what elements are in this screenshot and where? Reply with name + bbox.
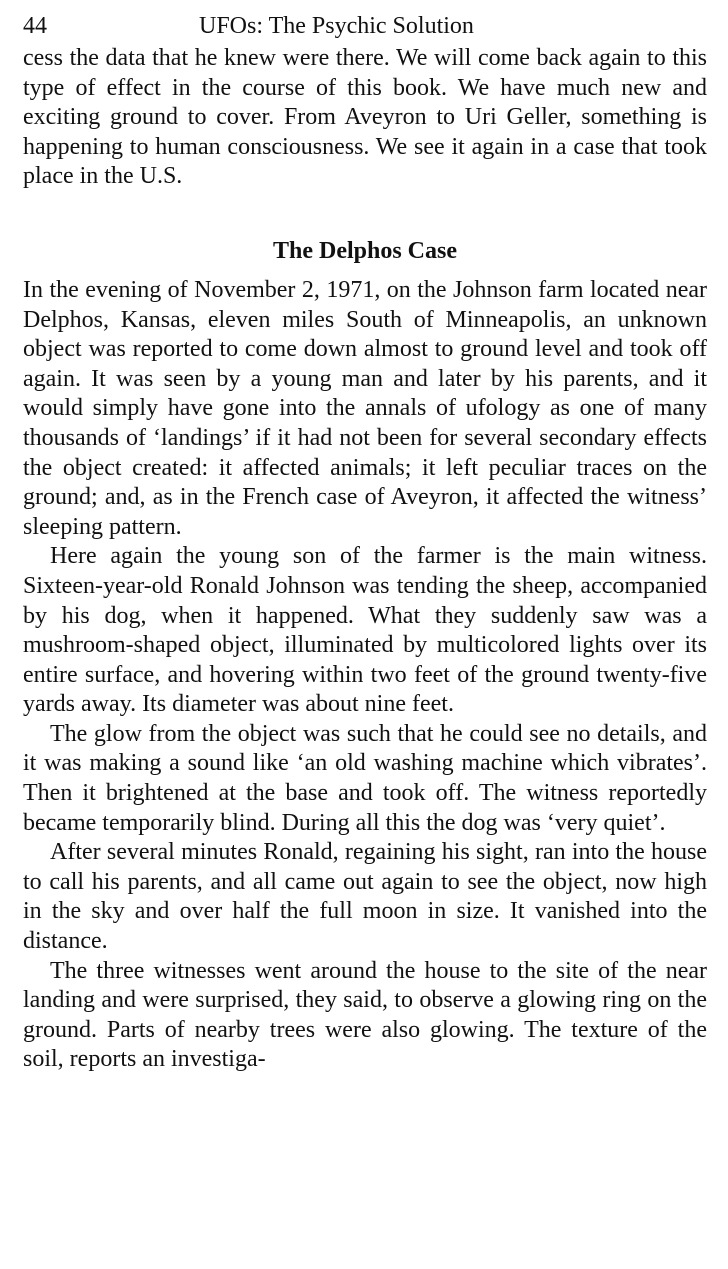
- paragraph-5: The three witnesses went around the house to the site of the near landing and were surprised, they said, to observe a glowing ring on the ground. Parts of nearby trees were also glowing. The texture of the soil, reports an investiga-: [23, 957, 707, 1073]
- paragraph-1: In the evening of November 2, 1971, on the Johnson farm located near Delphos, Kansas, eleven miles South of Minneapolis, an unknown object was reported to come down almost to ground level and took off again. It was seen by a young man and later by his parents, and it would simply have gone into the annals of ufology as one of many thousands of ‘landings’ if it had not been for several secondary effects the object created: it affected animals; it left peculiar traces on the ground; and, as in the French case of Aveyron, it affected the witness’ sleeping pattern.: [23, 276, 707, 540]
- book-page: [23, 0, 707, 1075]
- intro-paragraph: cess the data that he knew were there. We will come back again to this type of effect in the course of this book. We have much new and exciting ground to cover. From Aveyron to Uri Geller, something is happening to human consciousness. We see it again in a case that took place in the U.S.: [23, 45, 707, 190]
- section-heading: The Delphos Case: [272, 237, 458, 264]
- paragraph-4: After several minutes Ronald, regaining his sight, ran into the house to call his parents, and all came out again to see the object, now high in the sky and over half the full moon in size. It vanished into the distance.: [23, 839, 707, 955]
- paragraph-2: Here again the young son of the farmer is the main witness. Sixteen-year-old Ronald Johnson was tending the sheep, accompanied by his dog, when it happened. What they suddenly saw was a mushroom-shaped object, illuminated by multicolored lights over its entire surface, and hovering within two feet of the ground twenty-five yards away. Its diameter was about nine feet.: [23, 543, 707, 718]
- book-title: UFOs: The Psychic Solution: [199, 13, 474, 39]
- paragraph-3: The glow from the object was such that he could see no details, and it was making a sound like ‘an old washing machine which vibrates’. Then it brightened at the base and took off. The witness reportedly became temporarily blind. During all this the dog was ‘very quiet’.: [23, 720, 707, 836]
- running-head: [23, 0, 707, 44]
- page-number: 44: [23, 13, 47, 39]
